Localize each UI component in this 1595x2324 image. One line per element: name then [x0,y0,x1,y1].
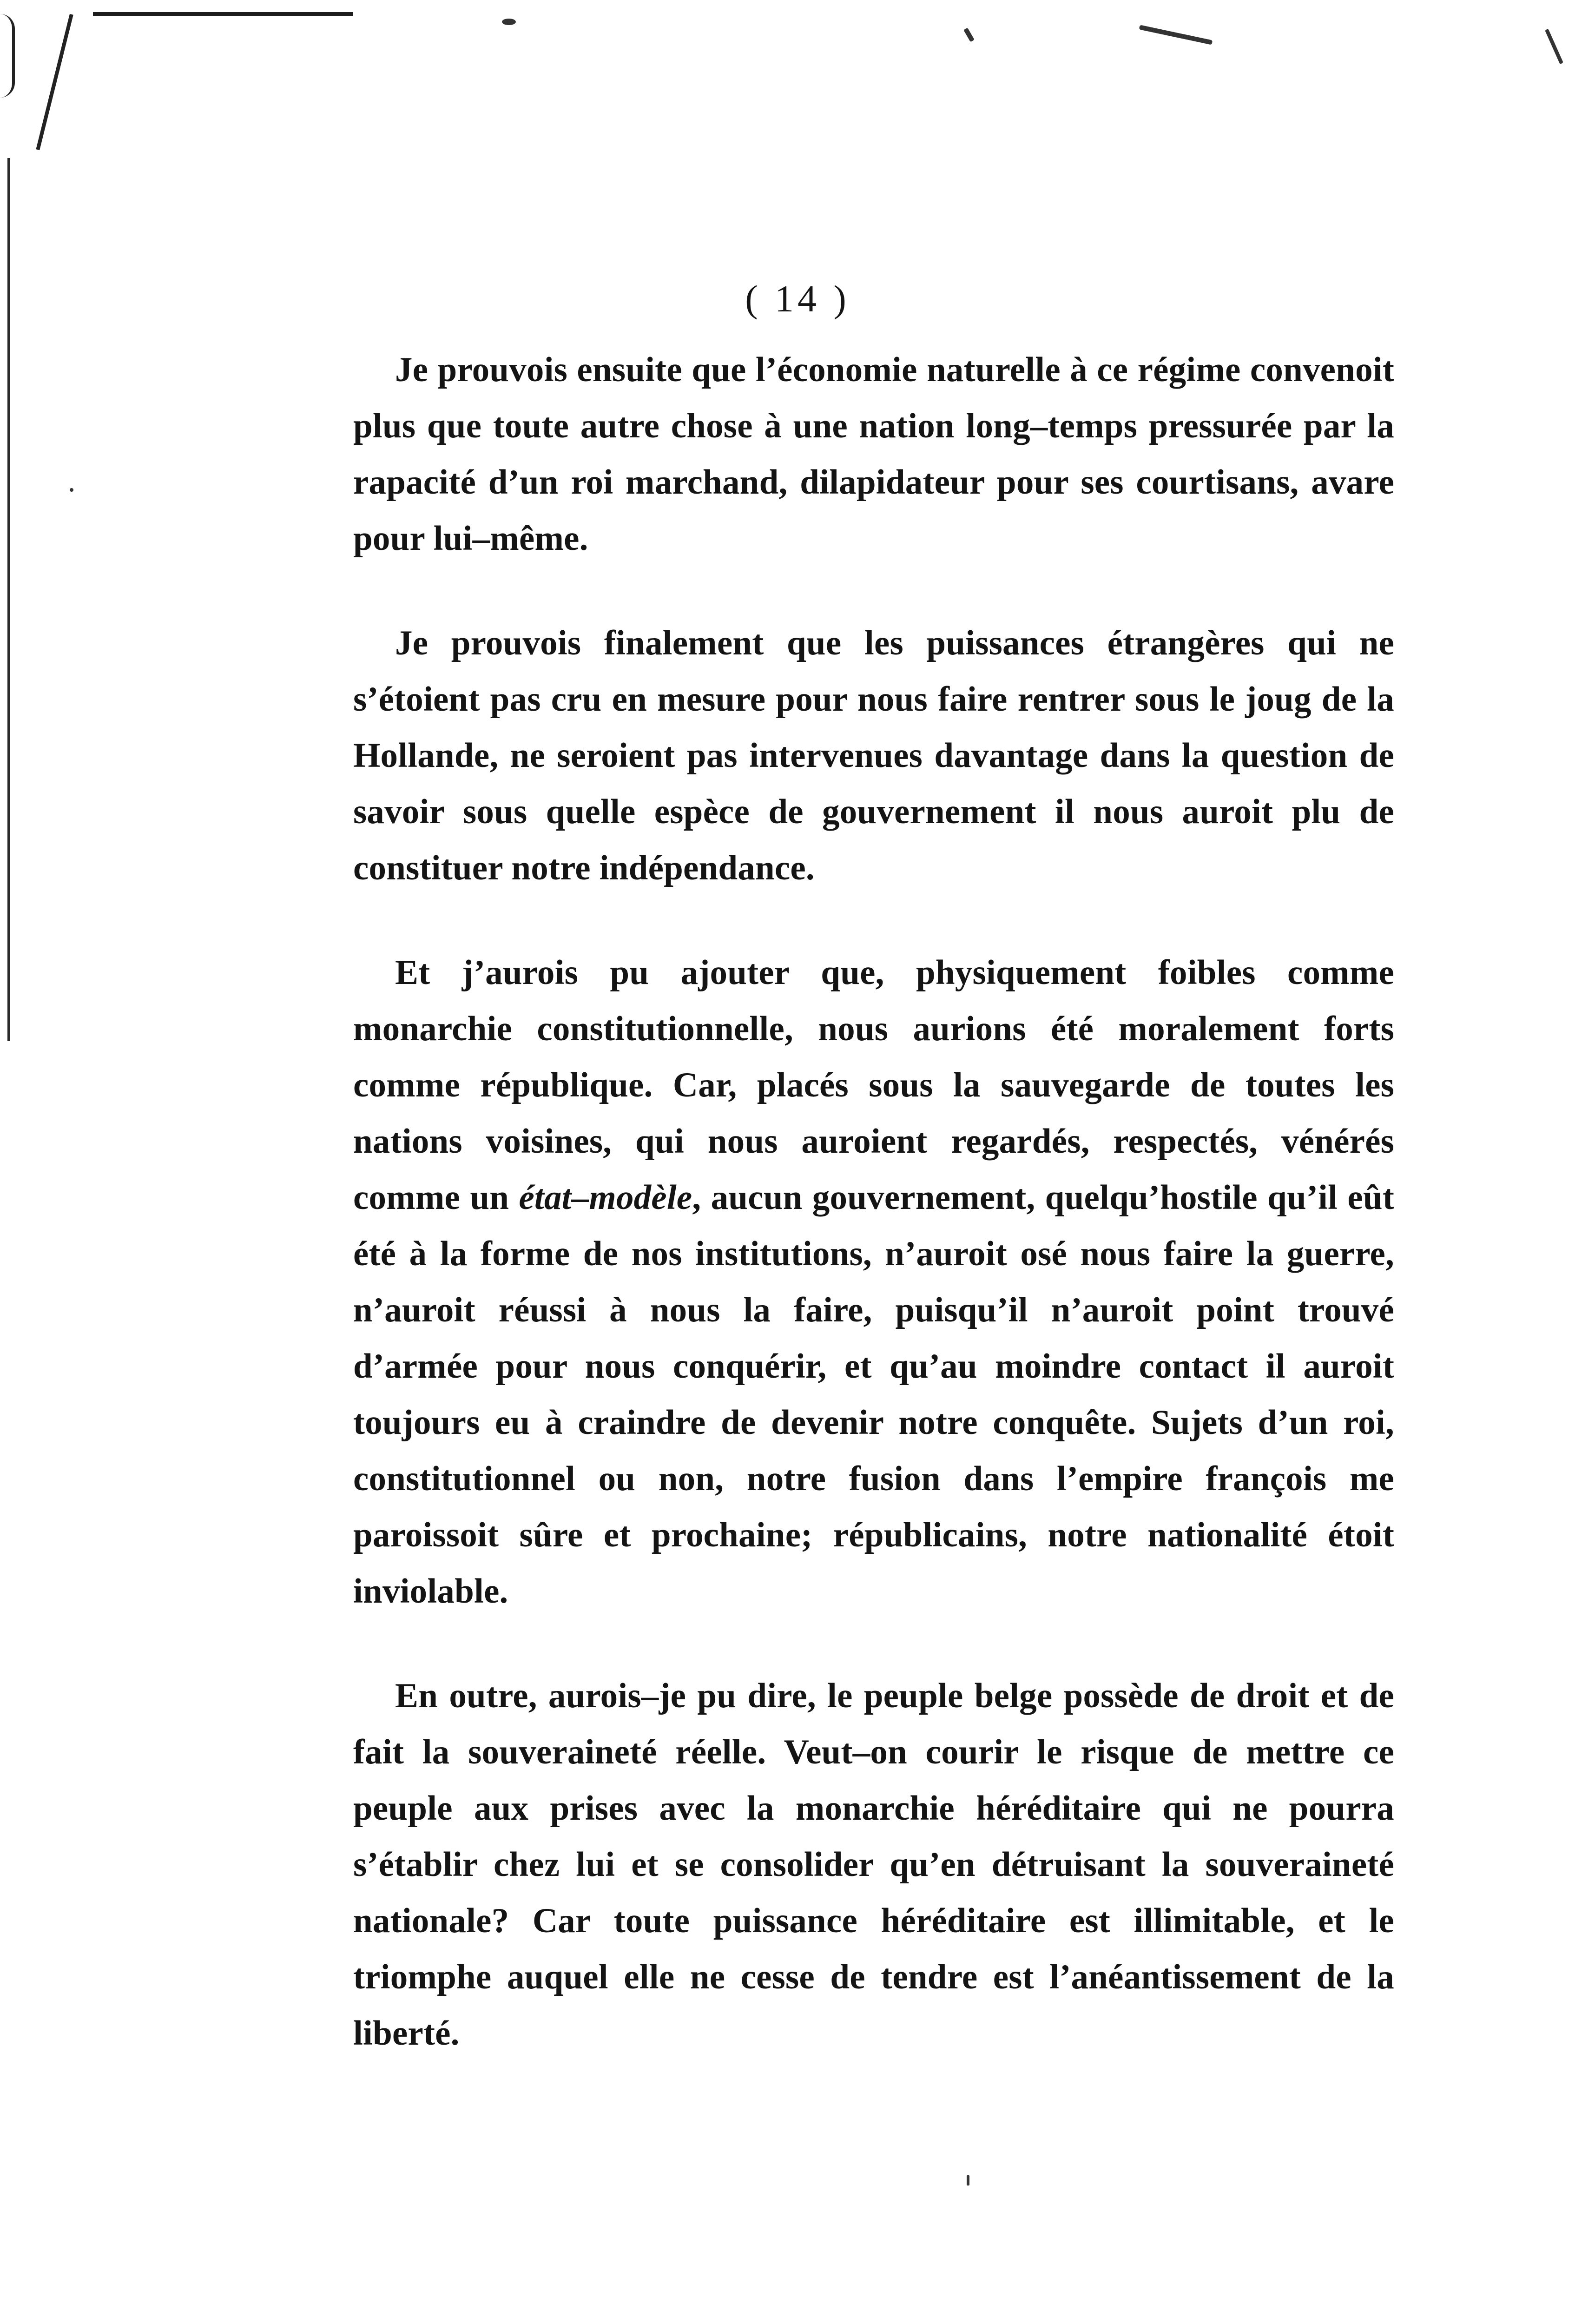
scan-edge-artifact [0,14,15,98]
scan-speck [1139,25,1213,45]
scan-speck [1545,29,1563,64]
body-text [353,342,1394,2061]
scan-speck [502,19,516,25]
paragraph-2: Je prouvois finalement que les puissances étrangères qui ne s’étoient pas cru en mesure pour nous faire rentrer sous le joug de la Hollande, ne seroient pas intervenues davantage dans la question de savoir sous quelle espèce de gouvernement il nous auroit plu de constituer notre indépendance. [353,624,1394,887]
scan-speck [967,2175,969,2185]
page-number: ( 14 ) [745,277,850,320]
paragraph-1: Je prouvois ensuite que l’économie naturelle à ce régime convenoit plus que toute autre chose à une nation long–temps pressurée par la rapacité d’un roi marchand, dilapidateur pour ses courtisans, avare pour lui–même. [353,350,1394,558]
scan-corner-rule [93,12,353,16]
paragraph-3-emphasis: état–modèle [519,1178,692,1217]
scan-speck [70,488,73,492]
scan-corner-stroke [36,14,73,150]
paragraph-3 [353,944,1394,1619]
paragraph-4: En outre, aurois–je pu dire, le peuple belge possède de droit et de fait la souveraineté réelle. Veut–on courir le risque de mettre ce peuple aux prises avec la monarchie héréditaire qui ne pourra s’établir chez lui et se consolider qu’en détruisant la souveraineté nationale? Car toute puissance héréditaire est illimitable, et le triomphe auquel elle ne cesse de tendre est l’anéantissement de la liberté. [353,1677,1394,2053]
paragraph-3-text: Et j’aurois pu ajouter que, physiquement foibles comme monarchie constitutionnelle, nous aurions été moralement forts comme république. Car, placés sous la sauvegarde de toutes les nations voisines, qui nous auroient regardés, respectés, vénérés comme un [353,953,1394,1217]
paragraph-3-text-continued: , aucun gouvernement, quelqu’hostile qu’il eût été à la forme de nos institutions, n’auroit osé nous faire la guerre, n’auroit réussi à nous la faire, puisqu’il n’auroit point trouvé d’armée pour nous conquérir, et qu’au moindre contact il auroit toujours eu à craindre de devenir notre conquête. Sujets d’un roi, constitutionnel ou non, notre fusion dans l’empire françois me paroissoit sûre et prochaine; républicains, notre nationalité étoit inviolable. [353,1178,1394,1611]
scan-speck [963,28,975,42]
